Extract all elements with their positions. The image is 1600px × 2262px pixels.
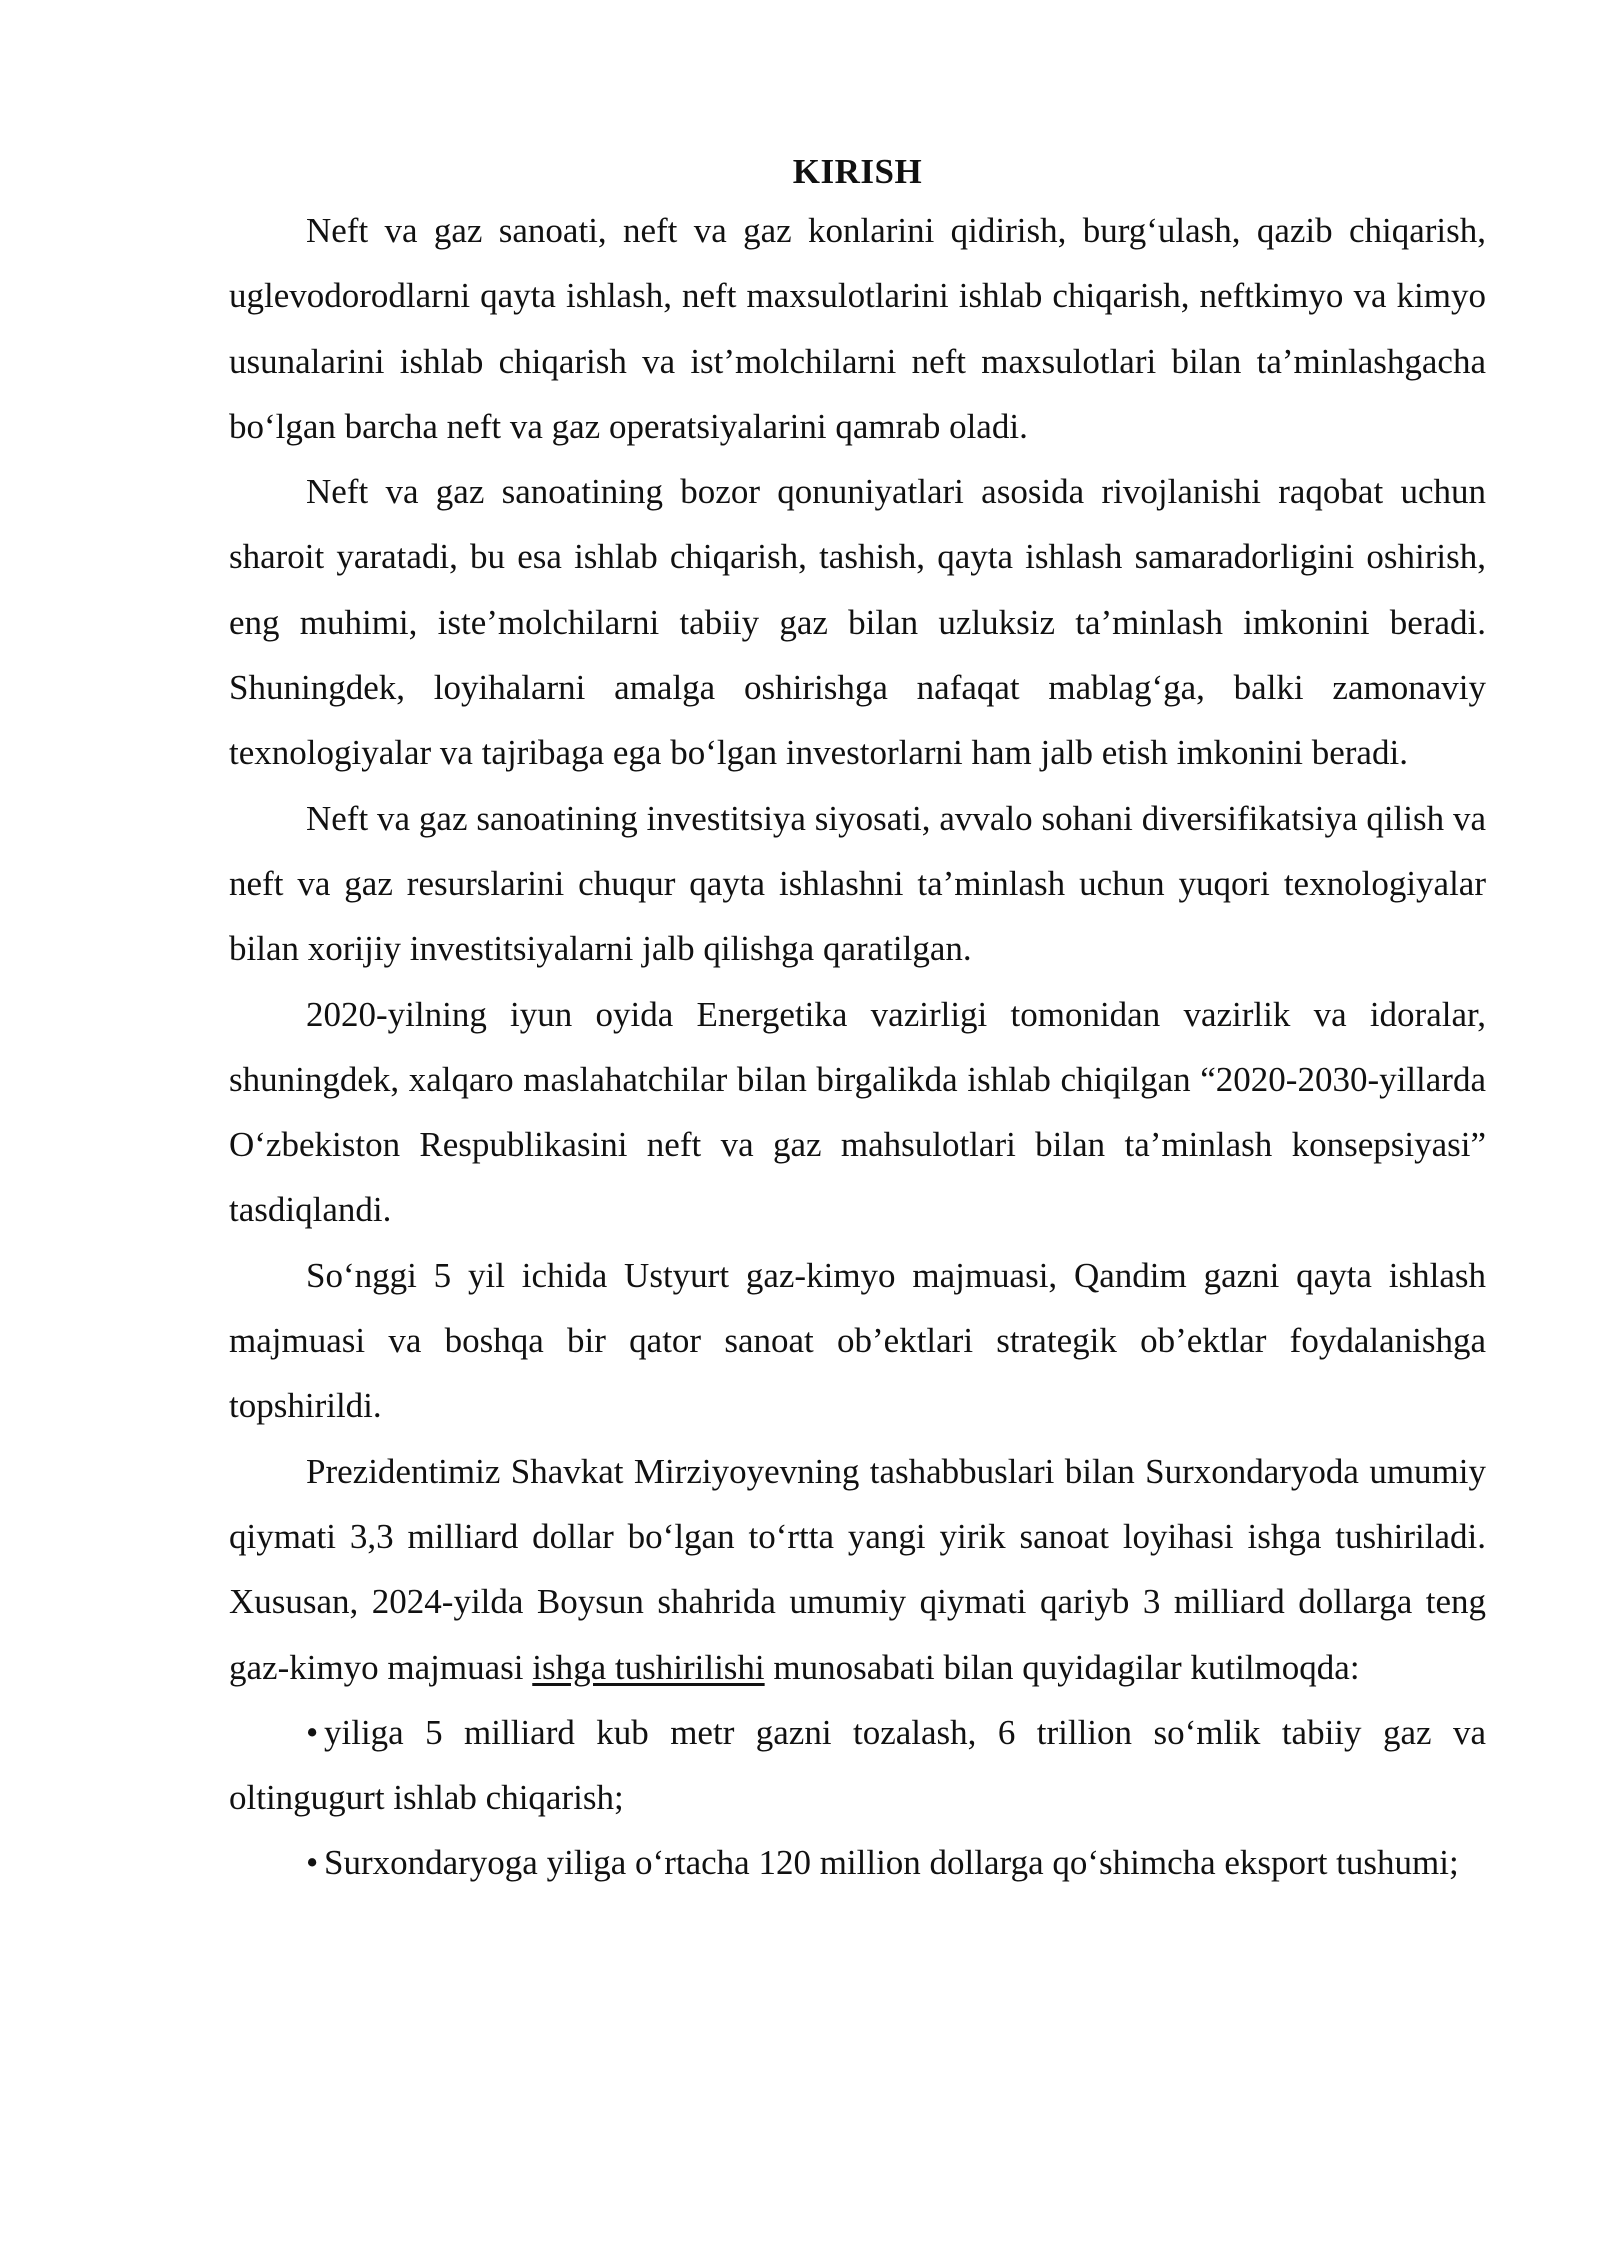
paragraph-6 [229, 1439, 1486, 1700]
paragraph-4: 2020-yilning iyun oyida Energetika vazirligi tomonidan vazirlik va idoralar, shuningdek, xalqaro maslahatchilar bilan birgalikda ishlab chiqilgan “2020-2030-yillarda O‘zbekiston Respublikasini neft va gaz mahsulotlari bilan ta’minlash konsepsiyasi” tasdiqlandi. [229, 994, 1486, 1230]
bullet-item-2-text: Surxondaryoga yiliga o‘rtacha 120 million dollarga qo‘shimcha eksport tushumi; [324, 1843, 1459, 1883]
paragraph-2: Neft va gaz sanoatining bozor qonuniyatlari asosida rivojlanishi raqobat uchun sharoit yaratadi, bu esa ishlab chiqarish, tashish, qayta ishlash samaradorligini oshirish, eng muhimi, iste’molchilarni tabiiy gaz bilan uzluksiz ta’minlash imkonini beradi. Shuningdek, loyihalarni amalga oshirishga nafaqat mablag‘ga, balki zamonaviy texnologiyalar va tajribaga ega bo‘lgan investorlarni ham jalb etish imkonini beradi. [229, 472, 1486, 773]
paragraph-3: Neft va gaz sanoatining investitsiya siyosati, avvalo sohani diversifikatsiya qilish va neft va gaz resurslarini chuqur qayta ishlashni ta’minlash uchun yuqori texnologiyalar bilan xorijiy investitsiyalarni jalb qilishga qaratilgan. [229, 798, 1486, 969]
paragraph-5: So‘nggi 5 yil ichida Ustyurt gaz-kimyo majmuasi, Qandim gazni qayta ishlash majmuasi va boshqa bir qator sanoat ob’ektlari strategik ob’ektlar foydalanishga topshirildi. [229, 1255, 1486, 1426]
paragraph-1: Neft va gaz sanoati, neft va gaz konlarini qidirish, burg‘ulash, qazib chiqarish, uglevodorodlarni qayta ishlash, neft maxsulotlarini ishlab chiqarish, neftkimyo va kimyo usunalarini ishlab chiqarish va ist’molchilarni neft maxsulotlari bilan ta’minlashgacha bo‘lgan barcha neft va gaz operatsiyalarini qamrab oladi. [229, 211, 1486, 446]
paragraph-6-text-before: Prezidentimiz Shavkat Mirziyoyevning tashabbuslari bilan Surxondaryoda umumiy qiymati 3,3 milliard dollar bo‘lgan to‘rtta yangi yirik sanoat loyihasi ishga tushiriladi. Xususan, 2024-yilda Boysun shahrida umumiy qiymati qariyb 3 milliard dollarga teng gaz-kimyo majmuasi [229, 1451, 1486, 1687]
bullet-item-1-text: yiliga 5 milliard kub metr gazni tozalash, 6 trillion so‘mlik tabiiy gaz va oltingugurt ishlab chiqarish; [229, 1712, 1486, 1818]
underlined-phrase: ishga tushirilishi [532, 1647, 765, 1687]
bullet-item-1 [229, 1700, 1486, 1831]
bullet-icon: • [306, 1712, 319, 1752]
bullet-icon: • [306, 1843, 319, 1883]
bullet-item-2 [229, 1830, 1486, 1895]
document-page [229, 152, 1486, 1896]
page-title: KIRISH [792, 152, 923, 191]
paragraph-6-text-after: munosabati bilan quyidagilar kutilmoqda: [764, 1647, 1360, 1687]
